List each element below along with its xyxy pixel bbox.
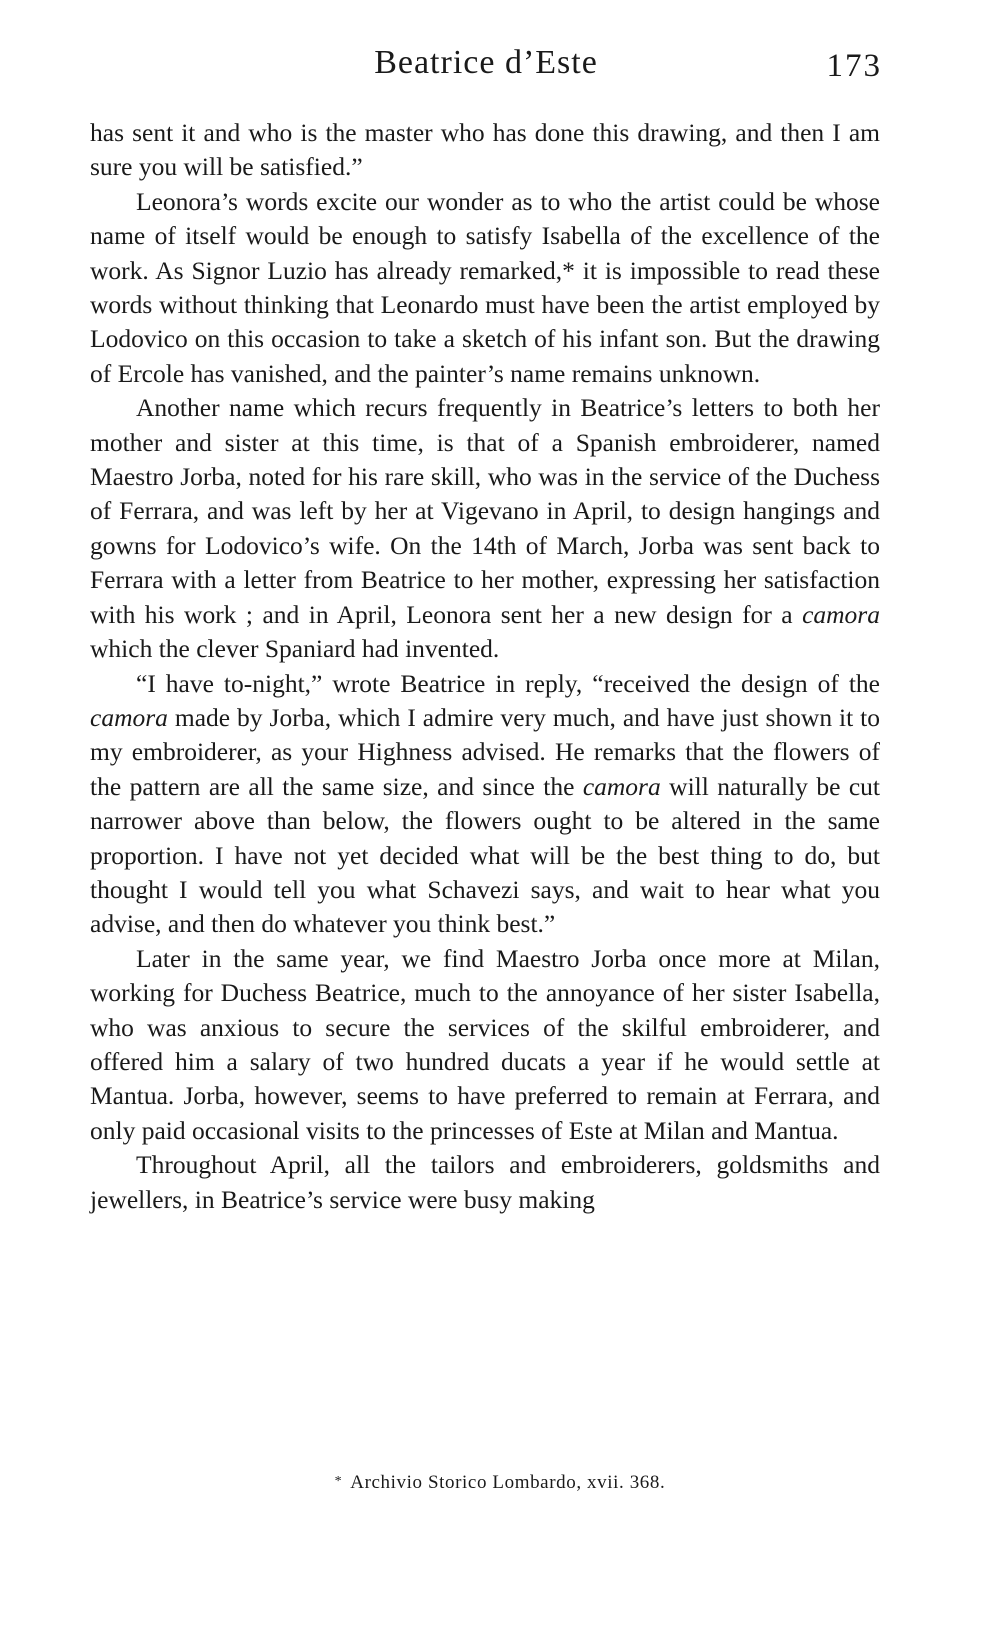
italic-term: camora [582, 771, 661, 801]
paragraph [90, 391, 880, 666]
paragraph [90, 1148, 880, 1217]
text-run: Leonora’s words excite our wonder as to who the artist could be whose name of itself would be enough to satisfy Isabella of the excellence of the work. As Signor Luzio has already remarked,* it is impossible to read these words without thinking that Leonardo must have been the artist employed by Lodovico on this occasion to take a sketch of his infant son. But the drawing of Ercole has vanished, and the painter’s name remains unknown. [90, 186, 880, 388]
footnote-text: Archivio Storico Lombardo, xvii. 368. [350, 1472, 666, 1493]
paragraph [90, 667, 880, 942]
body-text [90, 116, 880, 1217]
footnote-marker: * [334, 1474, 343, 1489]
running-title: Beatrice d’Este [374, 44, 598, 81]
footnote [0, 1472, 1000, 1494]
page-number: 173 [826, 48, 882, 84]
running-head [90, 44, 882, 94]
text-run: “I have to-night,” wrote Beatrice in reply, “received the design of the [136, 668, 880, 698]
text-run: has sent it and who is the master who has done this drawing, and then I am sure you will be satisfied.” [90, 118, 880, 182]
paragraph [90, 116, 880, 185]
text-run: Later in the same year, we find Maestro Jorba once more at Milan, working for Duchess Beatrice, much to the annoyance of her sister Isabella, who was anxious to secure the services of the skilful embroiderer, and offered him a salary of two hundred ducats a year if he would settle at Mantua. Jorba, however, seems to have preferred to remain at Ferrara, and only paid occasional visits to the princesses of Este at Milan and Mantua. [90, 943, 880, 1145]
paragraph [90, 942, 880, 1148]
italic-term: camora [802, 599, 880, 629]
text-run: will naturally be cut narrower above than below, the flowers ought to be altered in the same proportion. I have not yet decided what will be the best thing to do, but thought I would tell you what Schavezi says, and wait to hear what you advise, and then do whatever you think best.” [90, 771, 881, 939]
text-run: Another name which recurs frequently in Beatrice’s letters to both her mother and sister at this time, is that of a Spanish embroiderer, named Maestro Jorba, noted for his rare skill, who was in the service of the Duchess of Ferrara, and was left by her at Vigevano in April, to design hangings and gowns for Lodovico’s wife. On the 14th of March, Jorba was sent back to Ferrara with a letter from Beatrice to her mother, expressing her satisfaction with his work ; and in April, Leonora sent her a new design for a [90, 393, 880, 629]
text-run: made by Jorba, which I admire very much, and have just shown it to my embroiderer, as your Highness advised. He remarks that the flowers of the pattern are all the same size, and since the [90, 702, 880, 801]
text-run: Throughout April, all the tailors and embroiderers, goldsmiths and jewellers, in Beatrice’s service were busy making [90, 1150, 880, 1214]
text-run: which the clever Spaniard had invented. [90, 634, 500, 664]
paragraph [90, 185, 880, 391]
italic-term: camora [90, 702, 168, 732]
